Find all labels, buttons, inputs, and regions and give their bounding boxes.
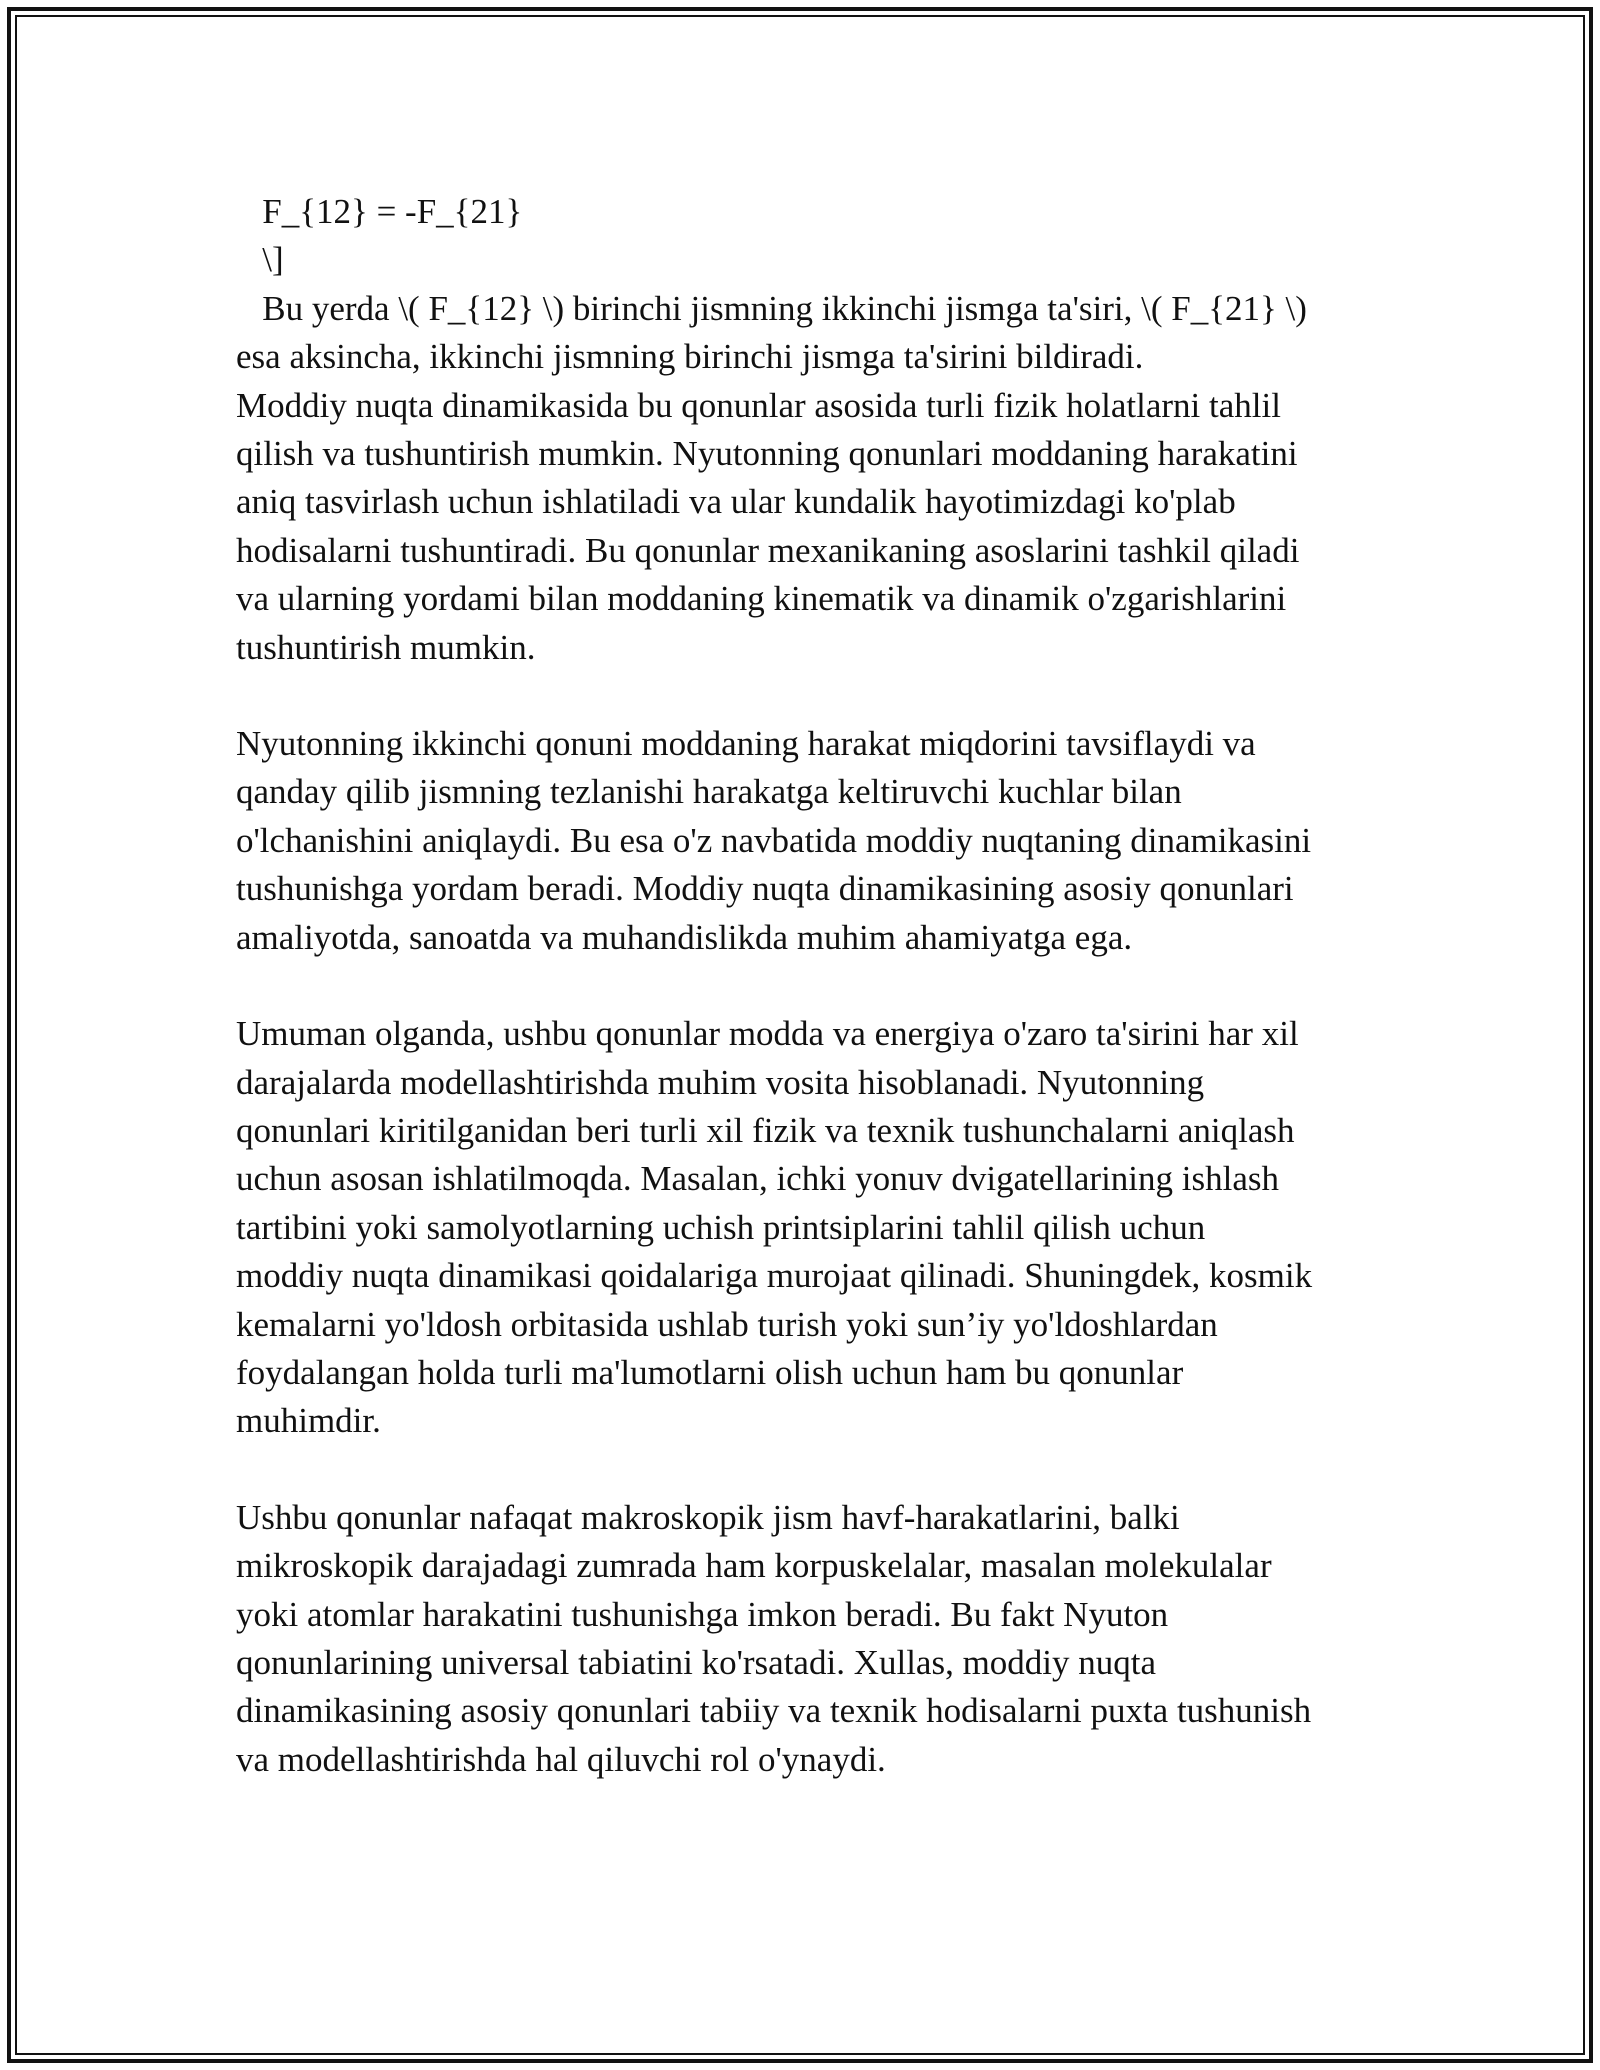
formula-block: F_{12} = -F_{21} \] Bu yerda \( F_{12} \) birinchi jismning ikkinchi jismga ta'siri, \( F_{21} \) esa aksincha, ikkinchi jismning birinchi jismga ta'sirini bildiradi. [236,192,1307,377]
paragraph-1: Moddiy nuqta dinamikasida bu qonunlar asosida turli fizik holatlarni tahlil qilish va tushuntirish mumkin. Nyutonning qonunlari moddaning harakatini aniq tasvirlash uchun ishlatiladi va ular kundalik hayotimizdagi ko'plab hodisalarni tushuntiradi. Bu qonunlar mexanikaning asoslarini tashkil qiladi va ularning yordami bilan moddaning kinematik va dinamik o'zgarishlarini tushuntirish mumkin. [236,385,1300,667]
document-body [236,188,1376,1832]
paragraph-4: Ushbu qonunlar nafaqat makroskopik jism havf-harakatlarini, balki mikroskopik darajadagi zumrada ham korpuskelalar, masalan molekulalar yoki atomlar harakatini tushunishga imkon beradi. Bu fakt Nyuton qonunlarining universal tabiatini ko'rsatadi. Xullas, moddiy nuqta dinamikasining asosiy qonunlari tabiiy va texnik hodisalarni puxta tushunish va modellashtirishda hal qiluvchi rol o'ynaydi. [236,1497,1312,1779]
paragraph-2: Nyutonning ikkinchi qonuni moddaning harakat miqdorini tavsiflaydi va qanday qilib jismning tezlanishi harakatga keltiruvchi kuchlar bilan o'lchanishini aniqlaydi. Bu esa o'z navbatida moddiy nuqtaning dinamikasini tushunishga yordam beradi. Moddiy nuqta dinamikasining asosiy qonunlari amaliyotda, sanoatda va muhandislikda muhim ahamiyatga ega. [236,724,1312,957]
paragraph-3: Umuman olganda, ushbu qonunlar modda va energiya o'zaro ta'sirini har xil darajalarda modellashtirishda muhim vosita hisoblanadi. Nyutonning qonunlari kiritilganidan beri turli xil fizik va texnik tushunchalarni aniqlash uchun asosan ishlatilmoqda. Masalan, ichki yonuv dvigatellarining ishlash tartibini yoki samolyotlarning uchish printsiplarini tahlil qilish uchun moddiy nuqta dinamikasi qoidalariga murojaat qilinadi. Shuningdek, kosmik kemalarni yo'ldosh orbitasida ushlab turish yoki sun’iy yo'ldoshlardan foydalangan holda turli ma'lumotlarni olish uchun ham bu qonunlar muhimdir. [236,1014,1313,1441]
